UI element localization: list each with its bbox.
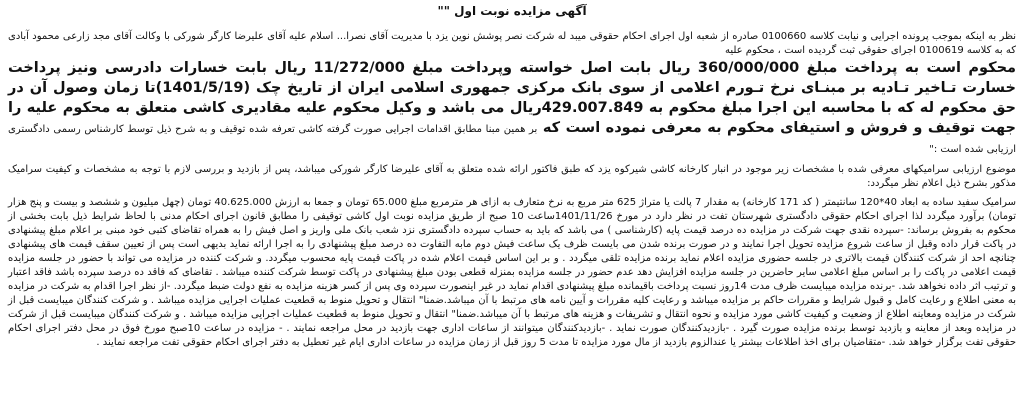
judgment-tail: بر همین مبنا مطابق اقدامات اجرایی صورت گرفته کاشی تعرفه شده توقیف و به شرح ذیل توسط کارشناس رسمی دادگستری ارزیابی شده است :" bbox=[8, 124, 1016, 155]
case-paragraph: نظر به اینکه بموجب پرونده اجرایی و نیابت کلاسه 0100660 صادره از شعبه اول اجرای احکام حقوقی میبد له شرکت نصر پوشش نوین یزد با مدیریت آقای نصرا... اسلام علیه آقای علیرضا کارگر شورکی با وکالت آقای مجد زارعی محمود آبادی که به کلاسه 0100619 اجرای حقوقی ثبت گردیده است ، محکوم علیه bbox=[8, 31, 1016, 56]
judgment-paragraph bbox=[8, 58, 1016, 158]
notice-title: آگهی مزایده نوبت اول "" bbox=[437, 4, 587, 18]
appraisal-subject-paragraph: موضوع ارزیابی سرامیکهای معرفی شده با مشخصات زیر موجود در انبار کارخانه کاشی شیرکوه یزد که طبق فاکتور ارائه شده متعلق به آقای علیرضا کارگر شورکی میباشد، پس از بازدید و بررسی لازم با توجه به مشخصات و کیفیت سرامیک مذکور بشرح ذیل اعلام نظر میگردد: bbox=[8, 164, 1016, 189]
auction-conditions-paragraph: سرامیک سفید ساده به ابعاد 40*120 سانتیمتر ( کد 171 کارخانه) به مقدار 7 پالت یا متراژ 625 متر مربع به نرخ متعارف به ازای هر مترمربع مبلغ 65.000 تومان و جمعا به ارزش 40.625.000 تومان (چهل میلیون و ششصد و بیست و پنج هزار تومان) برآورد میگردد لذا اجرای احکام حقوقی دادگستری شهرستان تفت در نظر دارد در مورخ 1401/11/26ساعت 10 صبح از طریق مزایده نوبت اول کاشی توقیفی را مطابق قانون اجرای احکام مدنی با لحاظ شرایط ذیل بابت بخشی از محکوم به بفروش برساند: -سپرده نقدی جهت شرکت در مزایده ده درصد قیمت پایه (کارشناسی ) می باشد که باید به حساب سپرده دادگستری نزد شعب بانک ملی واریز و اصل فیش را به همراه تقاضای کتبی خود مبنی بر اعلام مبلغ پیشنهادی در پاکت قرار داده وقبل از ساعت شروع مزایده تحویل اجرا نمایند و در صورت برنده شدن می بایست ظرف یک ساعت فیش دوم مابه التفاوت ده درصد مبلغ پیشنهادی را به اجرا ارائه نماید بدیهی است پس از تعیین سقف قیمت های پیشنهادی چنانچه احد از شرکت کنندگان قیمت بالاتری در جلسه حضوری مزایده اعلام نماید برنده مزایده تلقی میگردد . و بر این اساس قیمت اعلام شده در پاکت قیمت پایه محسوب میگردد. و شرکت کننده در مزایده می تواند با حضور در جلسه مزایده قیمت اعلامی در پاکت را بر اساس مبلغ اعلامی سایر حاضرین در جلسه مزایده افزایش دهد عدم حضور در جلسه مزایده بمنزله قطعی بودن مبلغ پیشنهادی در پاکت توسط شرکت کننده میباشد . تقاضای که فاقد ده درصد سپرده باشد فاقد اعتبار و ترتیب اثر داده نخواهد شد. -برنده مزایده میبایست ظرف مدت 14روز نسبت پرداخت باقیمانده مبلغ پیشنهادی اقدام نماید در غیر اینصورت سپرده وی پس از کسر هزینه مزایده به نفع دولت ضبط میگردد. -از نظر اجرا اقدام به شرکت در مزایده به معنی اطلاع و رعایت کامل و قبول شرایط و مقررات حاکم بر مزایده میباشد و رعایت کلیه مقررات و آیین نامه های مرتبط با آن میباشد.ضمنا" انتقال و تحویل منوط به قطعیت عملیات اجرایی مزایده میباشد . و شرکت کنندگان میبایست قبل از شرکت در مزایده ومعاینه اطلاع از وضعیت و کیفیت کاشی مورد مزایده و نحوه انتقال و تشریفات و هزینه های مرتبط با آن میباشد.ضمنا" انتقال و تحویل منوط به قطعیت عملیات اجرایی مزایده میباشد . و شرکت کنندگان میبایست قبل از شرکت در مزایده وبعد از معاینه و بازدید توسط برنده مزایده صورت گیرد . -بازدیدکنندگان صورت نماید . -بازدیدکنندگان میتوانند از ساعات اداری جهت بازدید در محل مراجعه نمایند . - مزایده در ساعت 10صبح مورخ فوق در محل دفتر اجرای احکام حقوقی تفت برگزار خواهد شد. -متقاضیان برای اخذ اطلاعات بیشتر یا عندالزوم بازدید از مال مورد مزایده تا مدت 5 روز قبل از زمان مزایده در ساعات اداری ایام غیر تعطیل به دفتر اجرای احکام حقوقی تفت مراجعه نمایند . bbox=[8, 197, 1017, 348]
judgment-text: محکوم است به پرداخت مبلغ 360/000/000 ریال بابت اصل خواسته وپرداخت مبلغ 11/272/000 ریال بابت خسارات دادرسی ونیز پرداخت خسارت تـاخیر تـادیه بر مبنـای نرخ تـورم اعلامی از سوی بانک مرکزی جمهوری اسلامی ایران از تاریخ چک (1401/5/19)تا زمان وصول آن در حق محکوم له که با محاسبه این اجرا مبلغ محکوم به 429.007.849ریال می باشد و وکیل محکوم علیه مقادیری کاشی متعلق به محکوم علیه را جهت توقیف و فروش و استیفای محکوم به معرفی نموده است که bbox=[8, 60, 1017, 136]
